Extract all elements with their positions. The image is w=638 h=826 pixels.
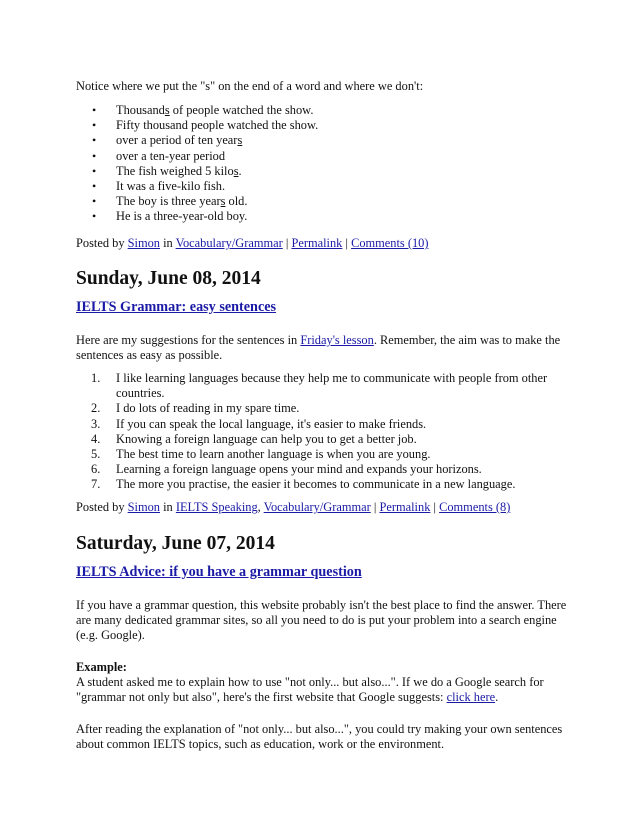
list-item: 6. Learning a foreign language opens your mind and expands your horizons. xyxy=(91,462,482,477)
list-item: 4. Knowing a foreign language can help you to get a better job. xyxy=(91,431,417,446)
category-link[interactable]: IELTS Speaking xyxy=(175,500,258,514)
list-item: • Fifty thousand people watched the show. xyxy=(76,118,318,133)
click-here-link[interactable]: click here xyxy=(446,690,496,705)
s-usage-list xyxy=(76,103,318,225)
list-item: • over a ten-year period xyxy=(76,149,318,164)
permalink-link[interactable]: Permalink xyxy=(291,236,343,250)
post-title xyxy=(76,564,362,581)
list-item: • over a period of ten years xyxy=(76,133,318,148)
post-title-link[interactable]: IELTS Grammar: easy sentences xyxy=(76,299,277,315)
list-item: 5. The best time to learn another language is when you are young. xyxy=(91,447,431,462)
category-link[interactable]: Vocabulary/Grammar xyxy=(175,236,283,250)
author-link[interactable]: Simon xyxy=(127,236,161,250)
permalink-link[interactable]: Permalink xyxy=(379,500,431,514)
post-footer: Posted by Simon in Vocabulary/Grammar | Permalink | Comments (10) xyxy=(76,236,429,250)
fridays-lesson-link[interactable]: Friday's lesson xyxy=(300,333,374,347)
list-item: 2. I do lots of reading in my spare time. xyxy=(91,401,300,416)
list-item: • The fish weighed 5 kilos. xyxy=(76,164,318,179)
list-item: 3. If you can speak the local language, it's easier to make friends. xyxy=(91,416,427,431)
intro-text: Notice where we put the "s" on the end of a word and where we don't: xyxy=(76,79,424,93)
list-item: • He is a three-year-old boy. xyxy=(76,209,318,224)
category-link[interactable]: Vocabulary/Grammar xyxy=(263,500,371,514)
post-footer: Posted by Simon in IELTS Speaking, Vocabulary/Grammar | Permalink | Comments (8) xyxy=(76,500,511,514)
list-item: • Thousands of people watched the show. xyxy=(76,103,318,118)
post-intro: Here are my suggestions for the sentences in Friday's lesson. Remember, the aim was to make the sentences as easy as possible. xyxy=(76,333,561,363)
post-paragraph: If you have a grammar question, this website probably isn't the best place to find the answer. There are many dedicated grammar sites, so all you need to do is put your problem into a search engine (e.g. Google). xyxy=(76,598,567,643)
post-date: Saturday, June 07, 2014 xyxy=(76,533,275,554)
author-link[interactable]: Simon xyxy=(127,500,161,514)
easy-sentences-list xyxy=(76,371,576,493)
list-item: 7. The more you practise, the easier it becomes to communicate in a new language. xyxy=(91,477,516,492)
post-title xyxy=(76,299,276,316)
example-block: Example: A student asked me to explain how to use "not only... but also...". If we do a Google search for "grammar not only but also", here's the first website that Google suggests: click here. xyxy=(76,660,544,705)
post-paragraph: After reading the explanation of "not only... but also...", you could try making your own sentences about common IELTS topics, such as education, work or the environment. xyxy=(76,722,563,752)
list-item: • The boy is three years old. xyxy=(76,194,318,209)
post-title-link[interactable]: IELTS Advice: if you have a grammar question xyxy=(76,564,362,580)
comments-link[interactable]: Comments (8) xyxy=(439,500,511,514)
example-label: Example: xyxy=(76,660,127,674)
list-item: • It was a five-kilo fish. xyxy=(76,179,318,194)
post-date: Sunday, June 08, 2014 xyxy=(76,268,261,289)
list-item: 1. I like learning languages because they help me to communicate with people from other countries. xyxy=(91,371,548,401)
comments-link[interactable]: Comments (10) xyxy=(351,236,429,250)
